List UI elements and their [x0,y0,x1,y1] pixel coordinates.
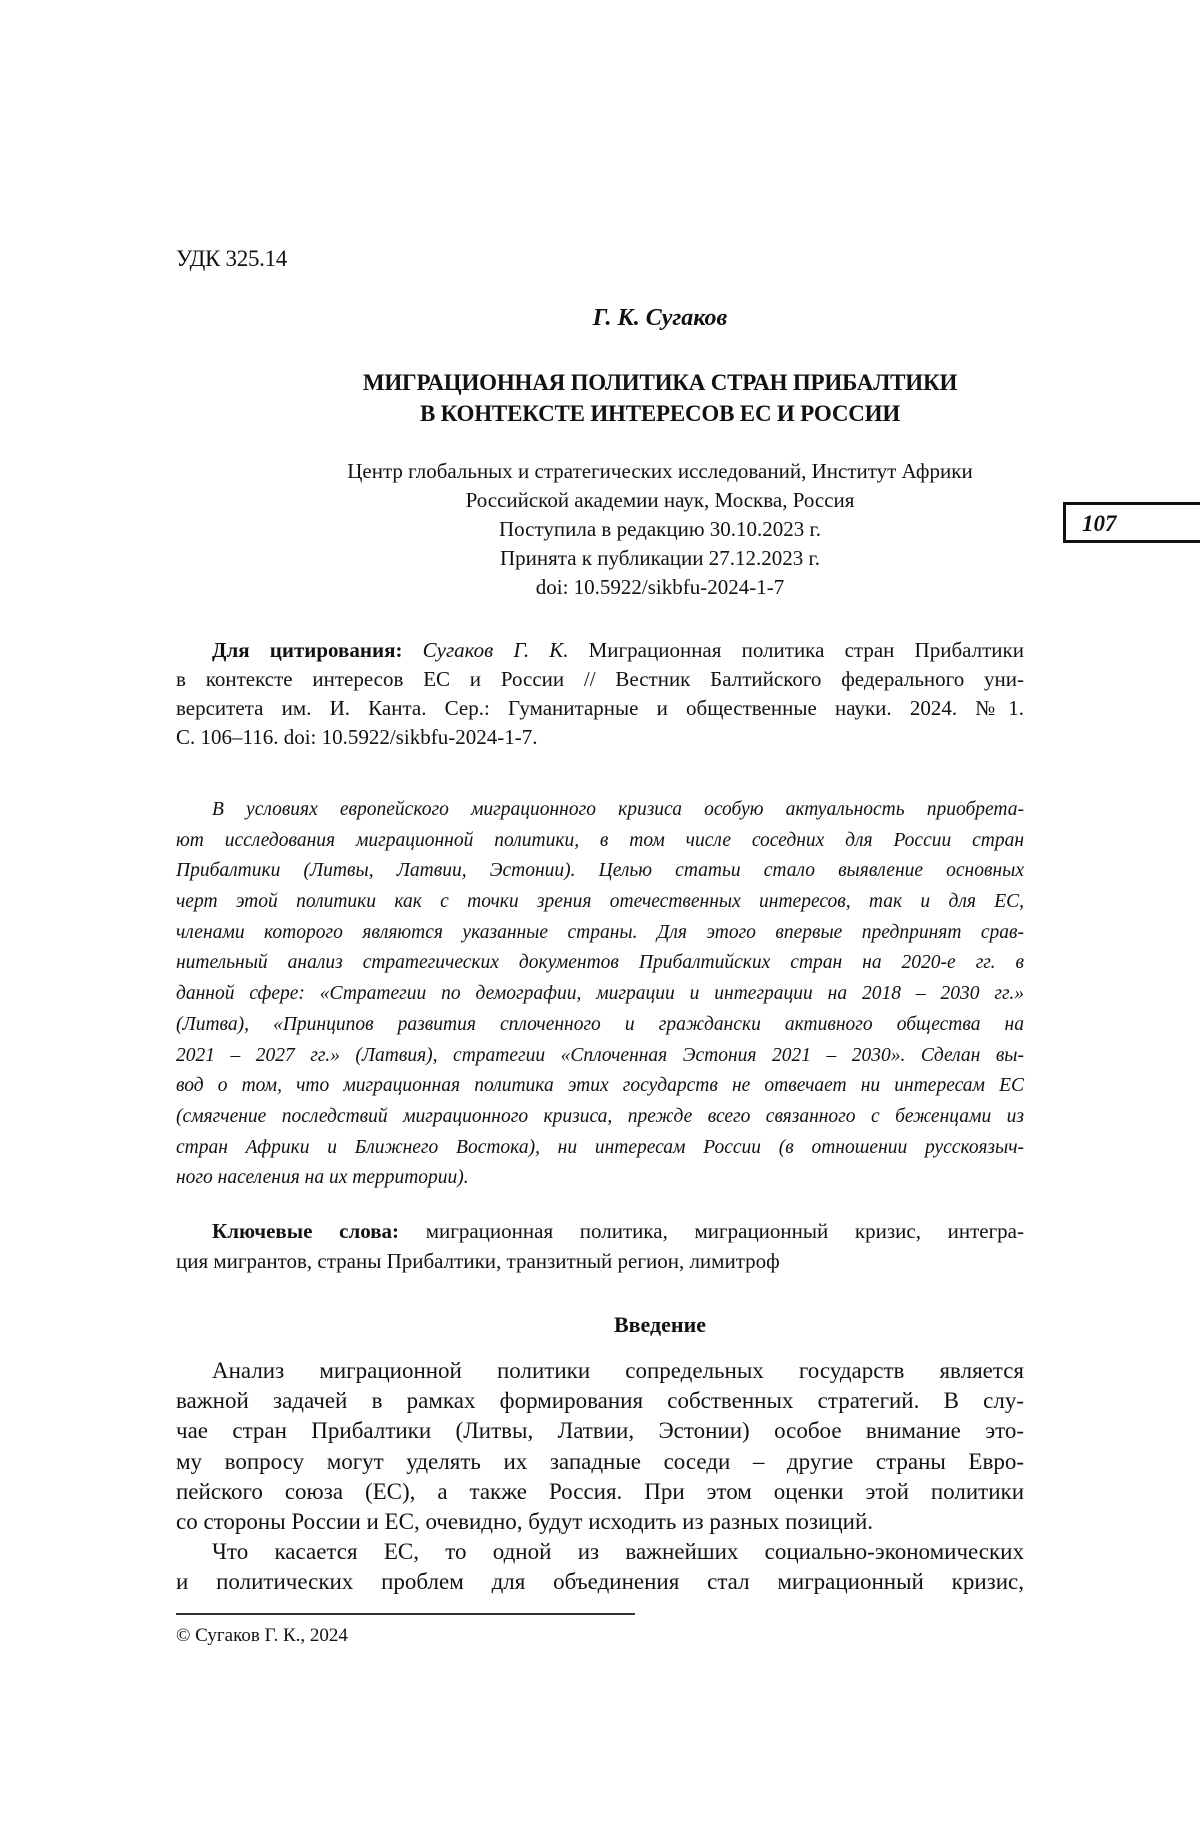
abstract-line: (смягчение последствий миграционного кризиса, прежде всего связанного с беженцами из [176,1105,1024,1127]
intro-body [176,1356,1024,1598]
citation-line: в контексте интересов ЕС и России // Вестник Балтийского федерального уни- [176,667,1024,691]
article-title-line-2 [0,401,1200,427]
author-name-text: Г. К. Сугаков [592,305,728,331]
affiliation-text: Российской академии наук, Москва, Россия [465,488,855,512]
abstract-line: нительный анализ стратегических документов Прибалтийских стран на 2020-е гг. в [176,952,1024,974]
keywords-line: ция мигрантов, страны Прибалтики, транзитный регион, лимитроф [176,1249,780,1273]
copyright-footnote: © Сугаков Г. К., 2024 [176,1625,348,1646]
citation-line: С. 106–116. doi: 10.5922/sikbfu-2024-1-7. [176,725,538,749]
body-line: чае стран Прибалтики (Литвы, Латвии, Эстонии) особое внимание это- [176,1418,1024,1444]
body-line: пейского союза (ЕС), а также Россия. При этом оценки этой политики [176,1478,1024,1504]
keywords-text: миграционная политика, миграционный кризис, интегра- [399,1219,1024,1243]
body-line: важной задачей в рамках формирования собственных стратегий. В слу- [176,1388,1024,1414]
page-number: 107 [1082,511,1117,536]
abstract-line: ют исследования миграционной политики, в том числе соседних для России стран [176,829,1024,851]
page-number-box [1063,502,1200,543]
body-line: му вопросу могут уделять их западные соседи – другие страны Евро- [176,1448,1024,1474]
affiliation-text: Центр глобальных и стратегических исследований, Институт Африки [347,459,973,483]
abstract-line: Прибалтики (Литвы, Латвии, Эстонии). Целью статьи стало выявление основных [176,860,1024,882]
citation-block [176,636,1024,752]
affiliation-line [0,459,1200,484]
section-heading-text: Введение [613,1312,707,1337]
abstract-line: ного населения на их территории). [176,1167,469,1189]
citation-author: Сугаков Г. К. [422,638,569,662]
article-title-line-1 [0,370,1200,396]
abstract [176,795,1024,1194]
accepted-date [0,546,1200,571]
affiliation-line [0,488,1200,513]
abstract-line: членами которого являются указанные страны. Для этого впервые предпринят срав- [176,921,1024,943]
body-line: Анализ миграционной политики сопредельных государств является [212,1358,1024,1383]
citation-line [176,636,1024,665]
abstract-line: В условиях европейского миграционного кризиса особую актуальность приобрета- [212,799,1024,820]
footnote-divider [176,1613,635,1615]
citation-line: верситета им. И. Канта. Сер.: Гуманитарные и общественные науки. 2024. №1. [176,696,1024,720]
citation-text: Миграционная политика стран Прибалтики [568,638,1024,662]
accepted-date-text: Принята к публикации 27.12.2023 г. [499,546,820,570]
keywords-block [176,1216,1024,1276]
keywords-label: Ключевые слова: [212,1219,400,1243]
citation-label: Для цитирования: [212,638,403,662]
doi [0,575,1200,600]
abstract-line: вод о том, что миграционная политика этих государств не отвечает ни интересам ЕС [176,1075,1024,1097]
keywords-line [176,1216,1024,1246]
body-line: Что касается ЕС, то одной из важнейших социально-экономических [212,1539,1024,1565]
received-date-text: Поступила в редакцию 30.10.2023 г. [498,517,821,541]
received-date [0,517,1200,542]
abstract-line: 2021 – 2027 гг.» (Латвия), стратегии «Сплоченная Эстония 2021 – 2030». Сделан вы- [176,1044,1024,1066]
udk-code: УДК 325.14 [176,246,287,271]
body-line: со стороны России и ЕС, очевидно, будут исходить из разных позиций. [176,1508,873,1534]
abstract-line: (Литва), «Принципов развития сплоченного и граждански активного общества на [176,1013,1024,1035]
body-line: и политических проблем для объединения стал миграционный кризис, [176,1569,1024,1595]
article-title-text: МИГРАЦИОННАЯ ПОЛИТИКА СТРАН ПРИБАЛТИКИ [362,370,958,395]
doi-text[interactable]: doi: 10.5922/sikbfu-2024-1-7 [535,575,785,599]
abstract-line: стран Африки и Ближнего Востока), ни интересам России (в отношении русскоязыч- [176,1136,1024,1158]
article-title-text: В КОНТЕКСТЕ ИНТЕРЕСОВ ЕС И РОССИИ [419,401,901,426]
author-name [0,305,1200,332]
abstract-line: черт этой политики как с точки зрения отечественных интересов, так и для ЕС, [176,891,1024,913]
abstract-line: данной сфере: «Стратегии по демографии, миграции и интеграции на 2018 – 2030 гг.» [176,983,1024,1005]
section-heading [0,1312,1200,1338]
